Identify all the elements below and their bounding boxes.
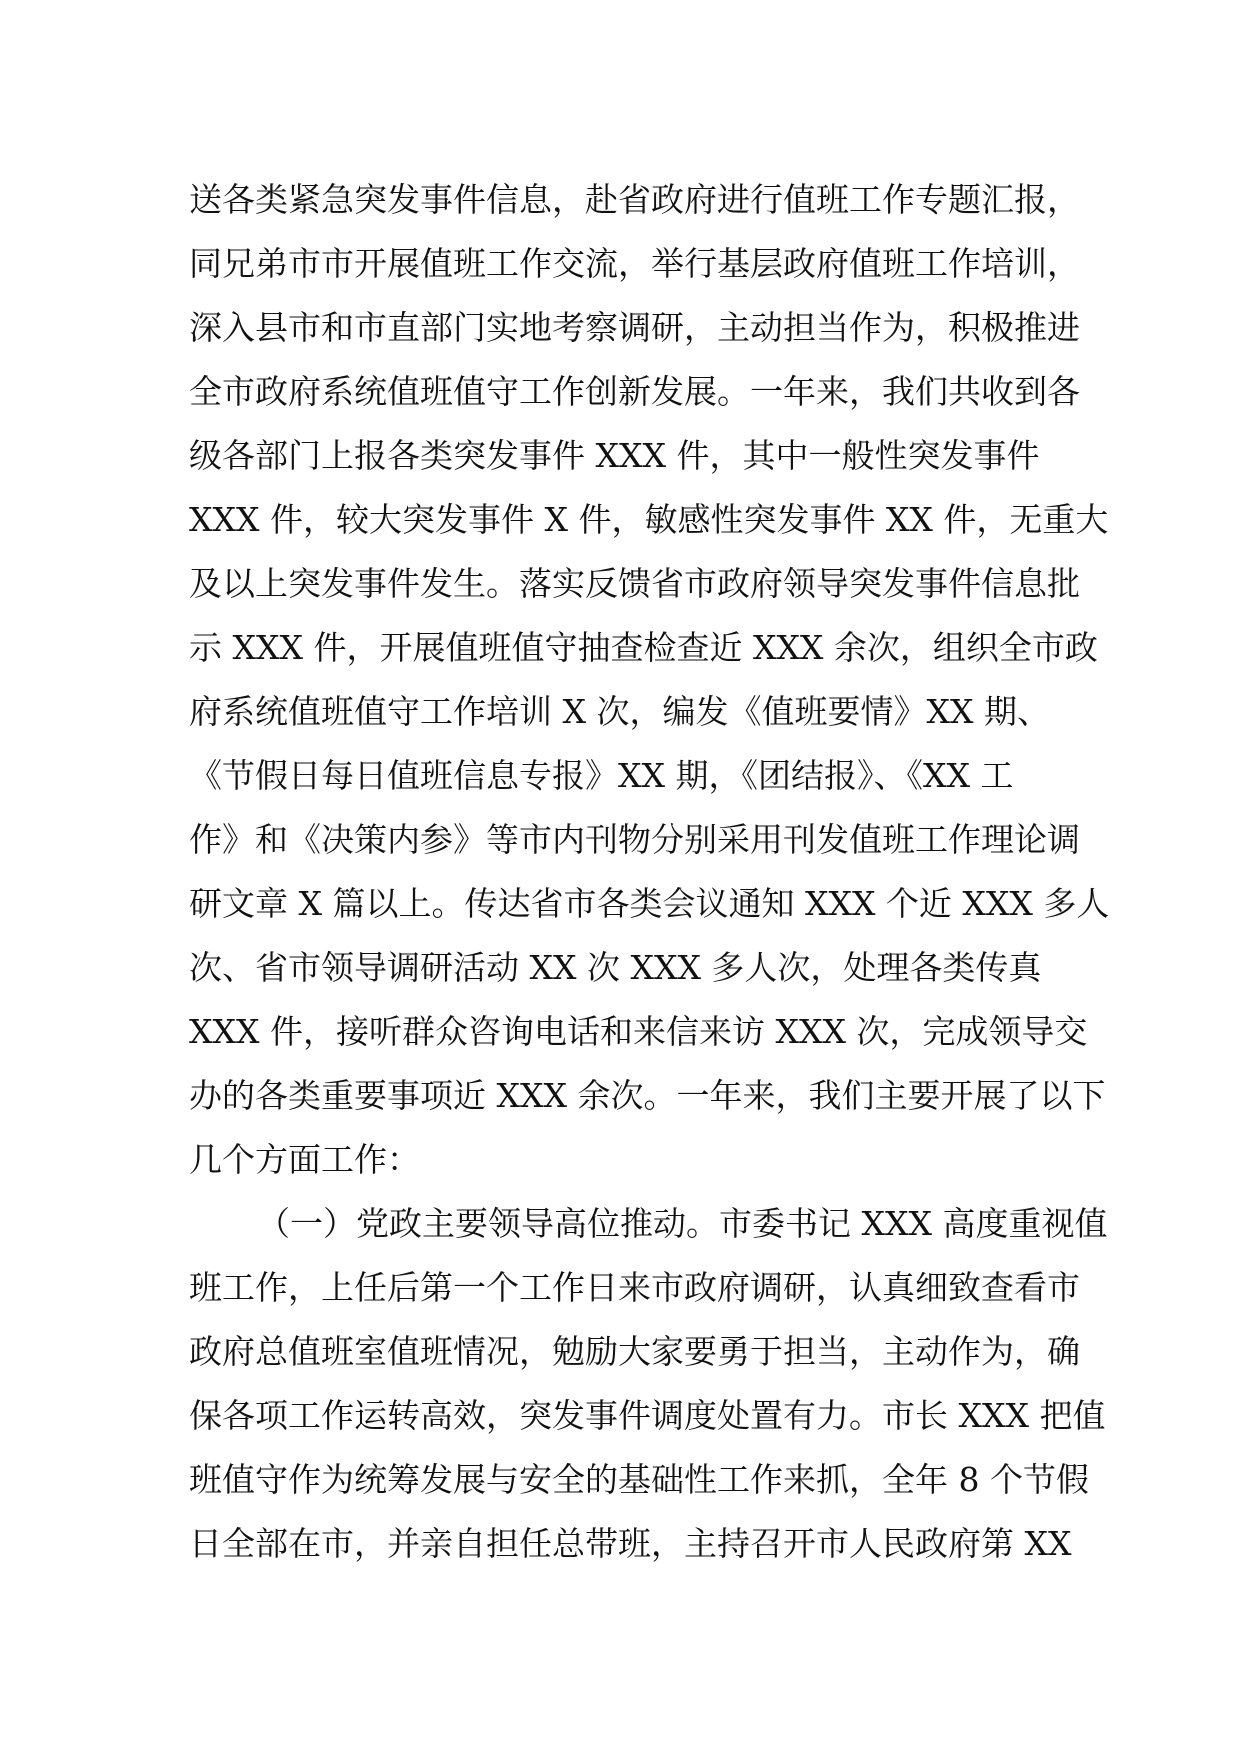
text-line: XXX 件，接听群众咨询电话和来信来访 XXX 次，完成领导交 [189,1012,1088,1051]
text-line: 同兄弟市市开展值班工作交流，举行基层政府值班工作培训， [189,244,1080,283]
text-line: 次、省市领导调研活动 XX 次 XXX 多人次，处理各类传真 [189,948,1042,987]
text-line: 作》和《决策内参》等市内刊物分别采用刊发值班工作理论调 [189,820,1080,859]
paragraph-heading-line: （一）党政主要领导高位推动。市委书记 XXX 高度重视值 [257,1204,1108,1243]
text-line: 及以上突发事件发生。落实反馈省市政府领导突发事件信息批 [189,564,1080,603]
text-line: 班值守作为统筹发展与安全的基础性工作来抓，全年 8 个节假 [189,1460,1089,1499]
text-line: 府系统值班值守工作培训 X 次，编发《值班要情》XX 期、 [189,692,1050,731]
text-line: 几个方面工作： [189,1140,420,1179]
text-line: XXX 件，较大突发事件 X 件，敏感性突发事件 XX 件，无重大 [189,500,1109,539]
text-line: 班工作，上任后第一个工作日来市政府调研，认真细致查看市 [189,1268,1080,1307]
body-text [189,168,1110,1576]
text-line: 送各类紧急突发事件信息，赴省政府进行值班工作专题汇报， [189,180,1080,219]
text-line: 研文章 X 篇以上。传达省市各类会议通知 XXX 个近 XXX 多人 [189,884,1110,923]
text-line: 保各项工作运转高效，突发事件调度处置有力。市长 XXX 把值 [189,1396,1106,1435]
text-line: 日全部在市，并亲自担任总带班，主持召开市人民政府第 XX [189,1524,1072,1563]
text-line: 级各部门上报各类突发事件 XXX 件，其中一般性突发事件 [189,436,1040,475]
text-line: 《节假日每日值班信息专报》XX 期，《团结报》、《XX 工 [189,756,1014,795]
text-line: 示 XXX 件，开展值班值守抽查检查近 XXX 余次，组织全市政 [189,628,1098,667]
text-line: 政府总值班室值班情况，勉励大家要勇于担当，主动作为，确 [189,1332,1080,1371]
text-line: 全市政府系统值班值守工作创新发展。一年来，我们共收到各 [189,372,1080,411]
text-line: 办的各类重要事项近 XXX 余次。一年来，我们主要开展了以下 [189,1076,1106,1115]
text-line: 深入县市和市直部门实地考察调研，主动担当作为，积极推进 [189,308,1080,347]
